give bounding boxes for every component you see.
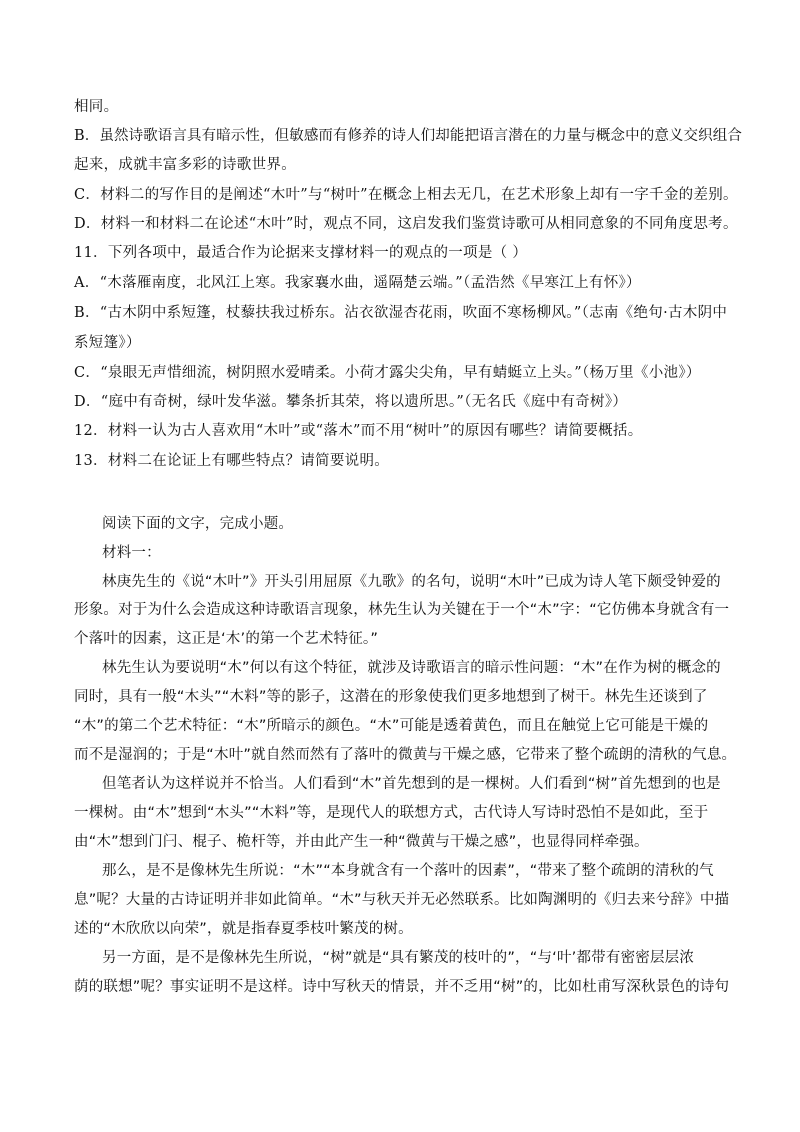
q11-option-a: A．“木落雁南度，北风江上寒。我家襄水曲，遥隔楚云端。”（孟浩然《早寒江上有怀》） [74,275,641,291]
q11-option-d: D．“庭中有奇树，绿叶发华滋。攀条折其荣，将以遗所思。”（无名氏《庭中有奇树》） [74,394,628,410]
passage-line-7: 而不是湿润的；于是“木叶”就自然而然有了落叶的微黄与干燥之感，它带来了整个疏朗的清秋的气息。 [74,747,737,763]
passage-line-3: 个落叶的因素，这正是‘木’的第一个艺术特征。” [74,631,379,647]
q11-option-b-line-1: B．“古木阴中系短篷，杖藜扶我过桥东。沾衣欲湿杏花雨，吹面不寒杨柳风。”（志南《绝句·古木阴中 [74,305,728,321]
passage-line-2: 形象。对于为什么会造成这种诗歌语言现象，林先生认为关键在于一个“木”字：“它仿佛本身就含有一 [74,602,730,618]
passage-line-6: “木”的第二个艺术特征：“木”所暗示的颜色。“木”可能是透着黄色，而且在触觉上它可能是干燥的 [74,718,709,734]
reading-instruction: 阅读下面的文字，完成小题。 [102,516,294,532]
question-13: 13．材料二在论证上有哪些特点？请简要说明。 [74,453,390,469]
passage-line-4: 林先生认为要说明“木”何以有这个特征，就涉及诗歌语言的暗示性问题：“木”在作为树的概念的 [102,660,721,676]
option-c: C．材料二的写作目的是阐述“木叶”与“树叶”在概念上相去无几，在艺术形象上却有一字千金的差别。 [74,187,738,203]
q11-option-b-line-2: 系短篷》） [74,335,141,351]
passage-line-9: 一棵树。由“木”想到“木头”“木料”等，是现代人的联想方式，古代诗人写诗时恐怕不是如此，至于 [74,805,709,821]
question-11: 11．下列各项中，最适合作为论据来支撑材料一的观点的一项是（ ） [74,245,528,261]
material-1-heading: 材料一： [102,545,161,561]
passage-line-8: 但笔者认为这样说并不恰当。人们看到“木”首先想到的是一棵树。人们看到“树”首先想到的也是 [102,776,721,792]
passage-line-12: 息”呢？大量的古诗证明并非如此简单。“木”与秋天并无必然联系。比如陶渊明的《归去来兮辞》中描 [74,892,730,908]
option-b-line-2: 起来，成就丰富多彩的诗歌世界。 [74,157,296,173]
passage-line-5: 同时，具有一般“木头”“木料”等的影子，这潜在的形象使我们更多地想到了树干。林先生还谈到了 [74,689,708,705]
option-b-line-1: B．虽然诗歌语言具有暗示性，但敏感而有修养的诗人们却能把语言潜在的力量与概念中的意义交织组合 [74,128,742,144]
option-a-continuation: 相同。 [74,99,119,115]
passage-line-13: 述的“木欣欣以向荣”，就是指春夏季枝叶繁茂的树。 [74,921,413,937]
passage-line-14: 另一方面，是不是像林先生所说，“树”就是“具有繁茂的枝叶的”，“与‘叶’都带有密密层层浓 [102,950,695,966]
q11-option-c: C．“泉眼无声惜细流，树阴照水爱晴柔。小荷才露尖尖角，早有蜻蜓立上头。”（杨万里《小池》） [74,365,701,381]
passage-line-10: 由“木”想到门闩、棍子、桅杆等，并由此产生一种“微黄与干燥之感”，也显得同样牵强。 [74,834,649,850]
passage-line-1: 林庚先生的《说“木叶”》开头引用屈原《九歌》的名句，说明“木叶”已成为诗人笔下颇受钟爱的 [102,574,721,590]
passage-line-11: 那么，是不是像林先生所说：“木”“本身就含有一个落叶的因素”，“带来了整个疏朗的清秋的气 [102,863,714,879]
option-d: D．材料一和材料二在论述“木叶”时，观点不同，这启发我们鉴赏诗歌可从相同意象的不同角度思考。 [74,216,738,232]
question-12: 12．材料一认为古人喜欢用“木叶”或“落木”而不用“树叶”的原因有哪些？请简要概括。 [74,423,643,439]
passage-line-15: 荫的联想”呢？事实证明不是这样。诗中写秋天的情景，并不乏用“树”的，比如杜甫写深秋景色的诗句 [74,979,730,995]
